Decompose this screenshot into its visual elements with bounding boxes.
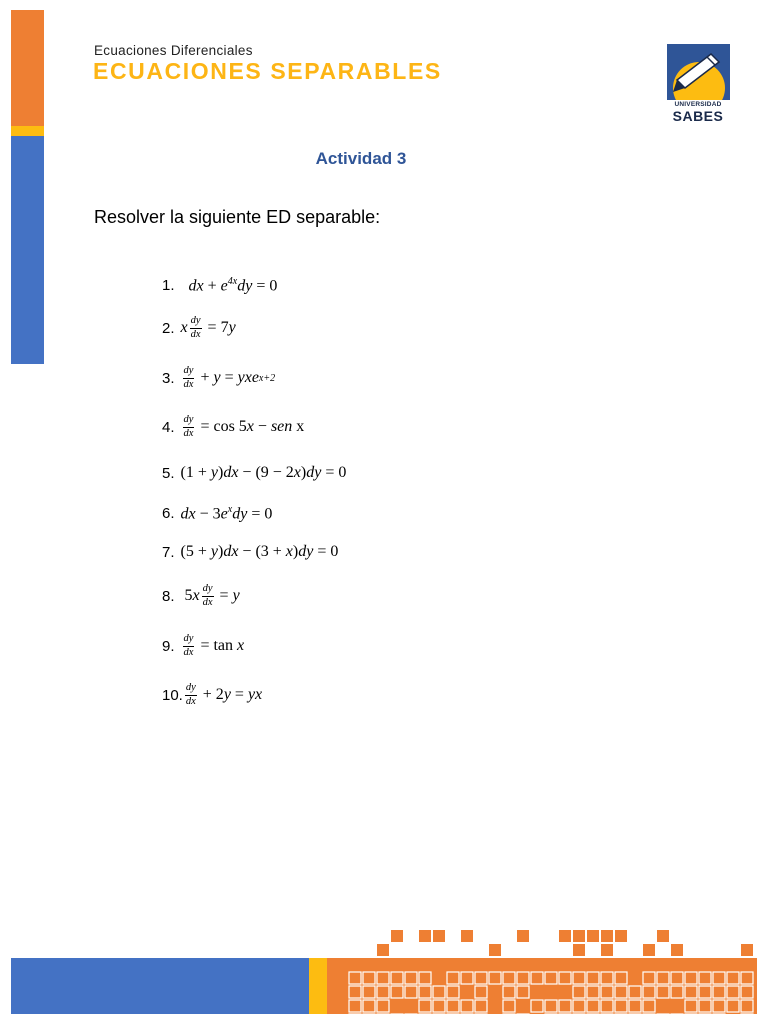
footer-pixel bbox=[475, 972, 487, 984]
side-bar-orange bbox=[11, 10, 44, 126]
exercise-3 bbox=[162, 366, 275, 390]
footer-pixel bbox=[391, 972, 403, 984]
header-title: ECUACIONES SEPARABLES bbox=[93, 58, 442, 84]
footer-pixel bbox=[573, 930, 585, 942]
side-decor-bar bbox=[11, 10, 44, 364]
logo-label-sabes: SABES bbox=[672, 108, 724, 124]
footer-pixel bbox=[503, 986, 515, 998]
footer-pixel bbox=[419, 958, 431, 970]
equation: dx − $3e^xdy = 0$ bbox=[180, 504, 273, 523]
equation: 5 x $\frac{dy}{dx}$ = y bbox=[180, 583, 240, 608]
exercise-4 bbox=[162, 415, 304, 439]
footer-pixel bbox=[559, 1000, 571, 1012]
equation: $\frac{dy}{dx}$ + 2 y = yx bbox=[185, 682, 263, 707]
footer-pixel bbox=[433, 930, 445, 942]
footer-pixel bbox=[517, 972, 529, 984]
footer-pixel bbox=[433, 1000, 445, 1012]
footer-pixel bbox=[741, 972, 753, 984]
footer-pixel bbox=[713, 986, 725, 998]
footer-pixel bbox=[475, 986, 487, 998]
footer-pixel bbox=[657, 986, 669, 998]
footer-pixel-pattern bbox=[327, 920, 757, 1014]
exercise-number: 3. bbox=[162, 369, 175, 387]
footer-pixel bbox=[349, 986, 361, 998]
footer-pixel bbox=[545, 972, 557, 984]
exercise-number: 10. bbox=[162, 686, 183, 704]
footer-pixel bbox=[587, 972, 599, 984]
footer-pixel bbox=[503, 972, 515, 984]
footer-pixel bbox=[349, 972, 361, 984]
footer-pixel bbox=[573, 972, 585, 984]
footer-pixel bbox=[517, 986, 529, 998]
footer-pixel bbox=[419, 986, 431, 998]
footer-yellow-band bbox=[309, 958, 327, 1014]
footer-pixel bbox=[727, 1000, 739, 1012]
footer-pixel bbox=[531, 972, 543, 984]
footer-pixel bbox=[531, 958, 543, 970]
footer-pixel bbox=[573, 958, 585, 970]
footer-pixel bbox=[475, 1000, 487, 1012]
footer-pixel bbox=[447, 1000, 459, 1012]
exercise-number: 2. bbox=[162, 319, 175, 337]
footer-pixel bbox=[489, 972, 501, 984]
footer-pixel bbox=[405, 972, 417, 984]
footer-pixel bbox=[615, 1000, 627, 1012]
equation: $\frac{dy}{dx}$ = tan x bbox=[183, 633, 245, 658]
footer-pixel bbox=[559, 930, 571, 942]
footer-pixel bbox=[587, 930, 599, 942]
exercise-1 bbox=[162, 276, 277, 295]
footer-pixel bbox=[377, 986, 389, 998]
footer-pixel bbox=[447, 986, 459, 998]
footer-pixel bbox=[727, 986, 739, 998]
exercise-number: 4. bbox=[162, 418, 175, 436]
footer-pixel bbox=[629, 1000, 641, 1012]
footer-pixel bbox=[573, 944, 585, 956]
footer-pixel bbox=[363, 958, 375, 970]
footer-pixel bbox=[559, 972, 571, 984]
footer-pixel bbox=[699, 1000, 711, 1012]
footer-pixel bbox=[629, 958, 641, 970]
footer-pixel bbox=[713, 1000, 725, 1012]
footer-pixel bbox=[685, 986, 697, 998]
logo-label-universidad: UNIVERSIDAD bbox=[674, 101, 722, 108]
footer-pixel bbox=[657, 972, 669, 984]
footer-pixel bbox=[363, 986, 375, 998]
exercise-5 bbox=[162, 464, 346, 482]
footer-pixel bbox=[685, 1000, 697, 1012]
footer-pixel bbox=[615, 986, 627, 998]
footer-blue-band bbox=[11, 958, 309, 1014]
activity-title: Actividad 3 bbox=[315, 149, 407, 168]
side-bar-blue bbox=[11, 136, 44, 364]
footer-pixel bbox=[587, 958, 599, 970]
footer-pixel bbox=[615, 972, 627, 984]
footer-pixel bbox=[419, 930, 431, 942]
footer-pixel bbox=[643, 1000, 655, 1012]
footer-pixel bbox=[405, 986, 417, 998]
footer-pixel bbox=[377, 1000, 389, 1012]
footer-pixel bbox=[447, 972, 459, 984]
footer-pixel bbox=[363, 1000, 375, 1012]
exercise-8 bbox=[162, 584, 240, 608]
footer-pixel bbox=[545, 1000, 557, 1012]
footer-pixel bbox=[601, 972, 613, 984]
footer-pixel bbox=[489, 958, 501, 970]
footer-pixel bbox=[671, 944, 683, 956]
footer-pixel bbox=[419, 972, 431, 984]
footer-pixel bbox=[685, 972, 697, 984]
footer-pixel bbox=[727, 972, 739, 984]
footer-pixel bbox=[615, 930, 627, 942]
footer-pixel bbox=[349, 958, 361, 970]
footer-pixel bbox=[671, 986, 683, 998]
footer-pixel bbox=[531, 1000, 543, 1012]
footer-pixel bbox=[503, 1000, 515, 1012]
footer-pixel bbox=[545, 958, 557, 970]
exercise-7 bbox=[162, 543, 338, 561]
footer-pixel bbox=[699, 972, 711, 984]
footer-pixel bbox=[391, 986, 403, 998]
footer-pixel bbox=[587, 986, 599, 998]
footer-pixel bbox=[419, 1000, 431, 1012]
footer-pixel bbox=[433, 986, 445, 998]
footer-pixel bbox=[489, 944, 501, 956]
side-bar-yellow bbox=[11, 126, 44, 136]
equation: $\frac{dy}{dx}$ = cos 5 x − sen x bbox=[183, 414, 305, 439]
exercise-number: 8. bbox=[162, 587, 175, 605]
equation: x $\frac{dy}{dx}$ = 7 y bbox=[180, 315, 236, 340]
footer-pixel bbox=[377, 972, 389, 984]
footer-pixel bbox=[349, 1000, 361, 1012]
footer-pixel bbox=[643, 944, 655, 956]
instruction-text: Resolver la siguiente ED separable: bbox=[94, 207, 381, 227]
exercise-9 bbox=[162, 634, 244, 658]
footer-pixel bbox=[601, 930, 613, 942]
footer-pixel bbox=[517, 930, 529, 942]
footer-pixel bbox=[643, 986, 655, 998]
footer-pixel bbox=[363, 972, 375, 984]
footer-pixel bbox=[601, 1000, 613, 1012]
exercise-number: 1. bbox=[162, 277, 175, 295]
exercise-10 bbox=[162, 683, 262, 707]
footer-pixel bbox=[629, 986, 641, 998]
footer-pixel bbox=[587, 1000, 599, 1012]
footer-pixel bbox=[461, 1000, 473, 1012]
exercise-number: 9. bbox=[162, 637, 175, 655]
exercise-6 bbox=[162, 504, 272, 523]
footer-pixel bbox=[461, 930, 473, 942]
footer-pixel bbox=[699, 986, 711, 998]
exercise-number: 6. bbox=[162, 505, 175, 523]
footer-pixel bbox=[601, 986, 613, 998]
footer-pixel bbox=[601, 944, 613, 956]
exercise-2 bbox=[162, 316, 236, 340]
footer-pixel bbox=[741, 944, 753, 956]
footer-pixel bbox=[391, 930, 403, 942]
footer-pixel bbox=[657, 958, 669, 970]
footer-pixel bbox=[713, 972, 725, 984]
footer-pixel bbox=[671, 972, 683, 984]
footer-pixel bbox=[461, 972, 473, 984]
footer-pixel bbox=[573, 986, 585, 998]
exercise-number: 7. bbox=[162, 543, 175, 561]
equation: dx + $e^{4x}dy = 0$ bbox=[188, 276, 278, 295]
footer-pixel bbox=[377, 944, 389, 956]
equation: (1 + y)dx − (9 − 2x)dy = 0 bbox=[180, 464, 347, 481]
footer-pixel bbox=[741, 1000, 753, 1012]
footer-pixel bbox=[615, 958, 627, 970]
footer-pixel bbox=[643, 972, 655, 984]
header-subtitle: Ecuaciones Diferenciales bbox=[94, 43, 253, 58]
footer-pixel bbox=[573, 1000, 585, 1012]
equation: $\frac{dy}{dx}$ + y = yxe x+2 bbox=[183, 365, 276, 390]
footer-pixel bbox=[433, 958, 445, 970]
footer-pixel bbox=[657, 930, 669, 942]
exercise-number: 5. bbox=[162, 464, 175, 482]
footer-pixel bbox=[741, 986, 753, 998]
equation: (5 + y)dx − (3 + x)dy = 0 bbox=[180, 543, 339, 560]
